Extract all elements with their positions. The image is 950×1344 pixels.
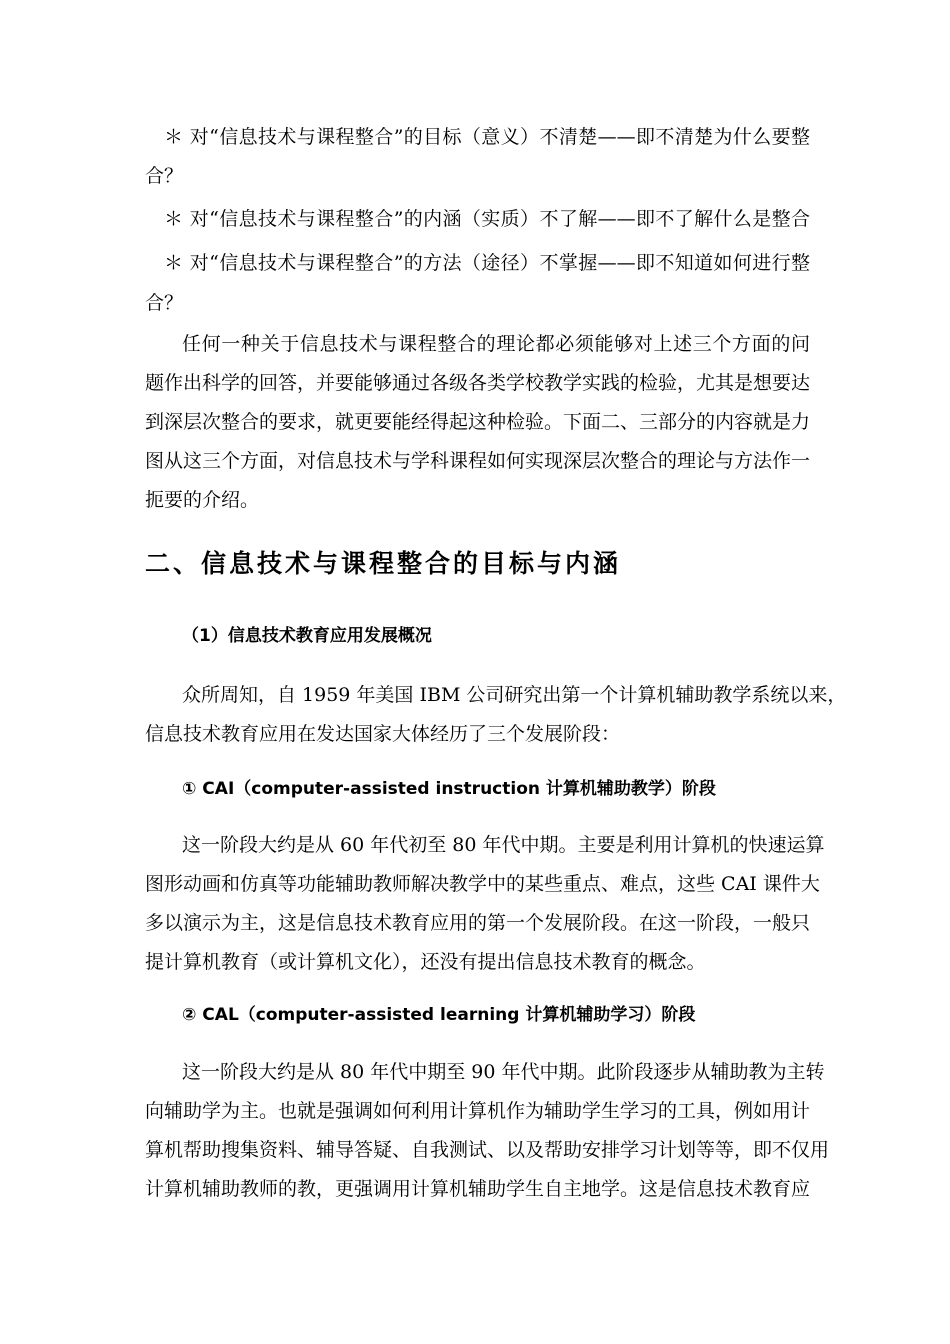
para3-line-1: 这一阶段大约是从 60 年代初至 80 年代中期。主要是利用计算机的快速运算 (182, 834, 825, 856)
para1-line-3: 到深层次整合的要求，就更要能经得起这种检验。下面二、三部分的内容就是力 (145, 411, 811, 433)
subsection-heading: （1）信息技术教育应用发展概况 (182, 626, 432, 646)
para4-line-1: 这一阶段大约是从 80 年代中期至 90 年代中期。此阶段逐步从辅助教为主转 (182, 1061, 825, 1083)
bullet-2-line-1: ＊ 对“信息技术与课程整合”的内涵（实质）不了解——即不了解什么是整合 (164, 208, 810, 230)
bullet-1-line-2: 合？ (145, 165, 184, 187)
section-heading: 二、信息技术与课程整合的目标与内涵 (145, 549, 622, 578)
bullet-3-line-2: 合？ (145, 292, 184, 314)
para3-line-4: 提计算机教育（或计算机文化），还没有提出信息技术教育的概念。 (145, 951, 706, 973)
para1-line-2: 题作出科学的回答，并要能够通过各级各类学校教学实践的检验，尤其是想要达 (145, 372, 811, 394)
para2-line-2: 信息技术教育应用在发达国家大体经历了三个发展阶段： (145, 723, 621, 745)
para4-line-4: 计算机辅助教师的教，更强调用计算机辅助学生自主地学。这是信息技术教育应 (145, 1178, 811, 1200)
para3-line-3: 多以演示为主，这是信息技术教育应用的第一个发展阶段。在这一阶段，一般只 (145, 912, 811, 934)
para1-line-4: 图从这三个方面，对信息技术与学科课程如何实现深层次整合的理论与方法作一 (145, 450, 811, 472)
para1-line-5: 扼要的介绍。 (145, 489, 260, 511)
para4-line-2: 向辅助学为主。也就是强调如何利用计算机作为辅助学生学习的工具，例如用计 (145, 1100, 811, 1122)
bullet-3-line-1: ＊ 对“信息技术与课程整合”的方法（途径）不掌握——即不知道如何进行整 (164, 252, 810, 274)
para2-line-1: 众所周知，自 1959 年美国 IBM 公司研究出第一个计算机辅助教学系统以来， (182, 684, 847, 706)
para4-line-3: 算机帮助搜集资料、辅导答疑、自我测试、以及帮助安排学习计划等等，即不仅用 (145, 1139, 830, 1161)
stage2-heading: ② CAL（computer-assisted learning 计算机辅助学习）阶段 (182, 1005, 696, 1025)
para1-line-1: 任何一种关于信息技术与课程整合的理论都必须能够对上述三个方面的问 (182, 333, 810, 355)
para3-line-2: 图形动画和仿真等功能辅助教师解决教学中的某些重点、难点，这些 CAI 课件大 (145, 873, 820, 895)
bullet-1-line-1: ＊ 对“信息技术与课程整合”的目标（意义）不清楚——即不清楚为什么要整 (164, 126, 810, 148)
stage1-heading: ① CAI（computer-assisted instruction 计算机辅助教学）阶段 (182, 779, 716, 799)
